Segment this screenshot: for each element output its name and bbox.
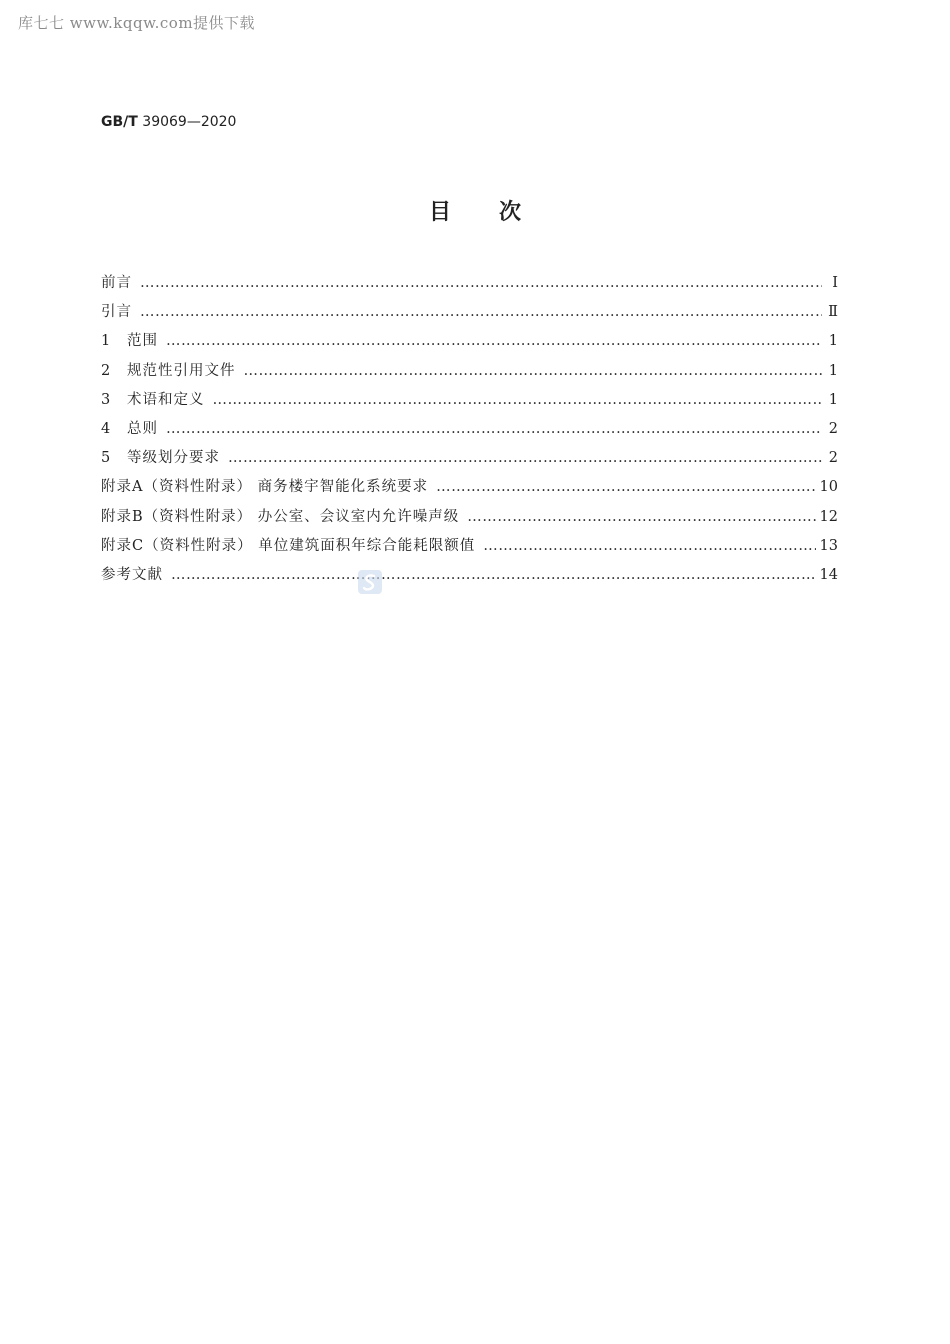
toc-entry-appendix-a[interactable] <box>101 475 838 504</box>
toc-entry-terms-definitions[interactable] <box>101 388 838 417</box>
toc-entry-page: 2 <box>828 420 838 437</box>
toc-entry-label: 范围 <box>127 333 158 350</box>
toc-entry-label: 总则 <box>127 420 158 437</box>
toc-leader-dots <box>467 509 815 525</box>
toc-leader-dots <box>228 450 822 466</box>
toc-entry-label: 参考文献 <box>101 566 163 583</box>
toc-entry-page: Ⅱ <box>828 304 838 321</box>
toc-leader-dots <box>436 479 815 495</box>
toc-entry-label: 前言 <box>101 275 132 291</box>
toc-entry-page: 2 <box>828 450 838 467</box>
toc-entry-number: 1 <box>101 333 111 350</box>
toc-entry-number: 4 <box>101 420 111 437</box>
toc-entry-label: 引言 <box>101 304 132 321</box>
toc-entry-page: 12 <box>819 508 838 525</box>
toc-leader-dots <box>166 333 822 349</box>
standard-code <box>101 114 236 130</box>
toc-leader-dots <box>483 538 815 554</box>
table-of-contents <box>101 271 838 592</box>
toc-entry-page: 1 <box>828 391 838 408</box>
toc-entry-label: 规范性引用文件 <box>127 362 236 379</box>
toc-entry-number: 5 <box>101 450 111 467</box>
toc-entry-grade-requirements[interactable] <box>101 446 838 475</box>
toc-entry-appendix-b[interactable] <box>101 505 838 534</box>
toc-leader-dots <box>213 392 823 408</box>
faint-s-watermark-icon <box>358 570 382 594</box>
toc-leader-dots <box>140 304 822 320</box>
toc-entry-introduction[interactable] <box>101 300 838 329</box>
toc-entry-label: 术语和定义 <box>127 391 205 408</box>
page-title: 目次 <box>428 200 569 225</box>
toc-entry-number: 3 <box>101 391 111 408</box>
toc-entry-appendix-c[interactable] <box>101 534 838 563</box>
toc-entry-label: 附录C（资料性附录） 单位建筑面积年综合能耗限额值 <box>101 537 476 554</box>
toc-leader-dots <box>171 567 816 583</box>
toc-entry-general[interactable] <box>101 417 838 446</box>
toc-entry-label: 附录A（资料性附录） 商务楼宇智能化系统要求 <box>101 479 429 496</box>
toc-entry-label: 等级划分要求 <box>127 450 220 467</box>
toc-entry-scope[interactable] <box>101 329 838 358</box>
toc-leader-dots <box>244 363 823 379</box>
toc-leader-dots <box>166 421 822 437</box>
toc-leader-dots <box>140 275 822 291</box>
standard-code-number: 39069—2020 <box>142 114 237 130</box>
toc-entry-page: 14 <box>819 566 838 583</box>
toc-entry-page: 13 <box>819 537 838 554</box>
site-watermark: 库七七 www.kqqw.com提供下载 <box>18 14 256 32</box>
toc-entry-bibliography[interactable] <box>101 563 838 592</box>
toc-entry-page: 1 <box>828 362 838 379</box>
standard-code-prefix: GB/T <box>101 114 138 130</box>
toc-entry-page: 10 <box>819 479 838 496</box>
toc-entry-page: 1 <box>828 333 838 350</box>
toc-entry-page: Ⅰ <box>832 275 838 291</box>
toc-entry-number: 2 <box>101 362 111 379</box>
toc-entry-foreword[interactable] <box>101 271 838 300</box>
toc-entry-label: 附录B（资料性附录） 办公室、会议室内允许噪声级 <box>101 508 460 525</box>
toc-entry-normative-references[interactable] <box>101 359 838 388</box>
